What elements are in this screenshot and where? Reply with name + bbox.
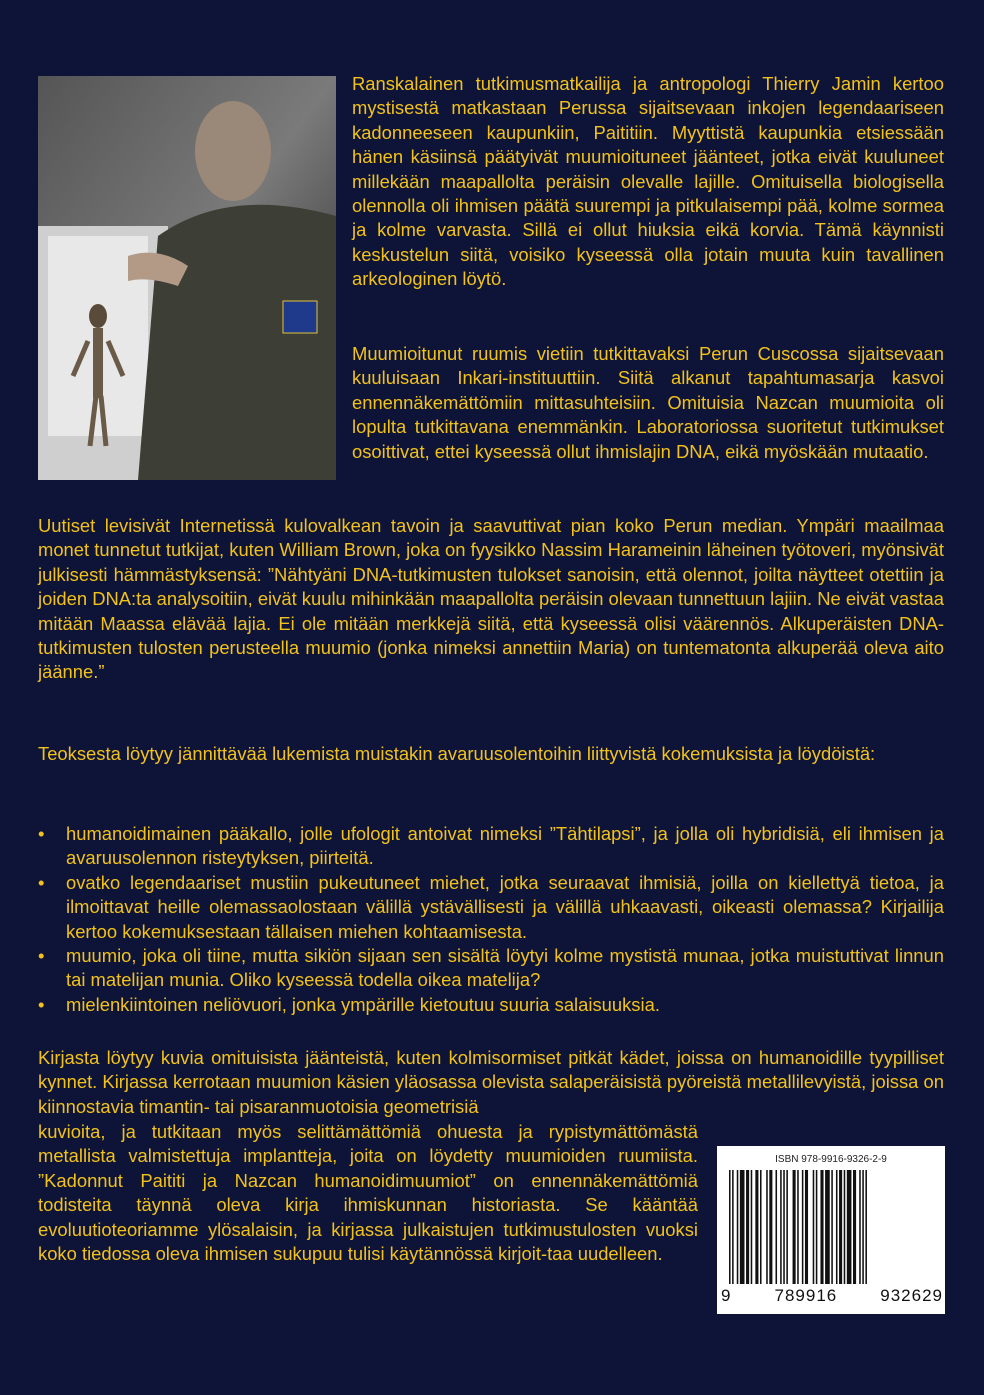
barcode-bar (766, 1170, 768, 1284)
isbn-label: ISBN 978-9916-9326-2-9 (775, 1154, 887, 1165)
author-photo (38, 76, 336, 480)
barcode-bar (755, 1170, 758, 1284)
barcode-digit-group1: 789916 (774, 1286, 838, 1305)
barcode-digit-group2: 932629 (880, 1286, 943, 1305)
barcode-digit-first: 9 (721, 1286, 732, 1305)
barcode-bars (729, 1170, 933, 1284)
list-item: • ovatko legendaariset mustiin pukeutuneet miehet, jotka seuraavat ihmisiä, joilla on kiellettyä tietoa, ja ilmoittavat heille olemassaolostaan välillä ystävällisesti ja välillä uhkaavasti, oikeasti olemassa? Kirjailija kertoo kokemuksestaan tällaisen miehen kohtaamisesta. (38, 871, 944, 944)
photo-illustration (38, 76, 336, 480)
barcode-bar (740, 1170, 745, 1284)
barcode-bar (853, 1170, 856, 1284)
barcode-bar (839, 1170, 842, 1284)
barcode-bar (862, 1170, 864, 1284)
barcode-bar (813, 1170, 815, 1284)
barcode-bar (805, 1170, 808, 1284)
barcode-bar (769, 1170, 772, 1284)
barcode-bar (816, 1170, 818, 1284)
barcode-bar (786, 1170, 788, 1284)
barcode-bar (847, 1170, 852, 1284)
closing-paragraph: kuvioita, ja tutkitaan myös selittämättömiä ohuesta ja rypistymättömästä metallista valmistettuja implantteja, joita on löydetty muumioiden ruumiista. ”Kadonnut Paititi ja Nazcan humanoidimuumiot” on ennennäkemättömiä todisteita täynnä oleva kirja ihmiskunnan historiasta. Se kääntää evoluutioteoriamme ylösalaisin, ja kirjassa julkaistujen tutkimustulosten vuoksi koko tiedossa oleva ihmisen sukupuu tulisi käytännössä kirjoit-taa uudelleen. (38, 1121, 698, 1265)
mummy-research-paragraph: Muumioitunut ruumis vietiin tutkittavaksi Perun Cuscossa sijaitsevaan kuuluisaan Inkari-instituuttiin. Siitä alkanut tapahtumasarja kasvoi ennennäkemättömiin mittasuhteisiin. Omituisia Nazcan muumioita oli lopulta tutkittavana enemmänkin. Laboratoriossa suoritetut tutkimukset osoittivat, ettei kyseessä ollut ihmislajin DNA, eikä myöskään mutaatio. (352, 343, 944, 462)
barcode-bar (783, 1170, 785, 1284)
images-paragraph: Kirjasta löytyy kuvia omituisista jäänteistä, kuten kolmisormiset pitkät kädet, joissa on humanoidille tyypilliset kynnet. Kirjassa kerrotaan muumion käsien yläosassa olevista salaperäisistä pyöreistä metallilevyistä, joissa on kiinnostavia timantin- tai pisaranmuotoisia geometrisiä (38, 1047, 944, 1117)
barcode-bar (825, 1170, 830, 1284)
barcode-bar (780, 1170, 782, 1284)
barcode-bar (732, 1170, 734, 1284)
book-contents-intro: Teoksesta löytyy jännittävää lukemista muistakin avaruusolentoihin liittyvistä kokemuksista ja löydöistä: (38, 743, 876, 764)
barcode-bar (729, 1170, 731, 1284)
list-item: • humanoidimainen pääkallo, jolle ufologit antoivat nimeksi ”Tähtilapsi”, ja jolla oli hybridisiä, eli ihmisen ja avaruusolennon risteytyksen, piirteitä. (38, 822, 944, 871)
barcode-bar (797, 1170, 799, 1284)
barcode-bar (737, 1170, 739, 1284)
book-contents-list (38, 822, 944, 1017)
barcode-bar (836, 1170, 838, 1284)
barcode-bar (865, 1170, 867, 1284)
barcode-bar (746, 1170, 749, 1284)
barcode-bar (776, 1170, 778, 1284)
intro-paragraph: Ranskalainen tutkimusmatkailija ja antropologi Thierry Jamin kertoo mystisestä matkastaan Perussa sijaitsevaan inkojen legendaariseen kadonneeseen kaupunkiin, Paititiin. Myyttistä kaupunkia etsiessään hänen käsiinsä päätyivät muumioituneet jäänteet, jotka eivät kuuluneet millekään maapallolta peräisin olevalle lajille. Omituisella biologisella olennolla oli ihmisen päätä suurempi ja pitkulaisempi pää, kolme sormea ja kolme varvasta. Sillä ei ollut hiuksia eikä korvia. Tämä käynnisti keskustelun siitä, voisiko kyseessä olla jotain muuta kuin tavallinen arkeologinen löytö. (352, 73, 944, 290)
barcode-bar (760, 1170, 762, 1284)
isbn-barcode (717, 1146, 945, 1314)
barcode-bar (820, 1170, 823, 1284)
barcode-bar (859, 1170, 861, 1284)
barcode-digits (721, 1286, 943, 1306)
barcode-bar (844, 1170, 846, 1284)
news-quote-paragraph: Uutiset levisivät Internetissä kulovalkean tavoin ja saavuttivat pian koko Perun median. Ympäri maailmaa monet tunnetut tutkijat, kuten William Brown, joka on fyysikko Nassim Harameinin läheinen työtoveri, myönsivät julkisesti hämmästyksensä: ”Nähtyäni DNA-tutkimusten tulokset sanoisin, että olennot, joilta näytteet otettiin ja joiden DNA:ta analysoitiin, eivät kuulu mihinkään maapallolta peräisin olevaan tunnettuun lajiin. Ne eivät vastaa mitään Maassa elävää lajia. Ei ole mitään merkkejä siitä, että kyseessä olisi väärennös. Alkuperäisten DNA-tutkimusten tulosten perusteella muumio (jonka nimeksi annettiin Maria) on tuntematonta alkuperää oleva aito jäänne.” (38, 515, 944, 683)
list-item: • muumio, joka oli tiine, mutta sikiön sijaan sen sisältä löytyi kolme mystistä munaa, jotka muistuttivat linnun tai matelijan munia. Oliko kyseessä todella oikea matelija? (38, 944, 944, 993)
list-item: • mielenkiintoinen neliövuori, jonka ympärille kietoutuu suuria salaisuuksia. (38, 993, 944, 1017)
barcode-bar (802, 1170, 804, 1284)
barcode-bar (831, 1170, 833, 1284)
barcode-bar (793, 1170, 796, 1284)
barcode-bar (751, 1170, 753, 1284)
